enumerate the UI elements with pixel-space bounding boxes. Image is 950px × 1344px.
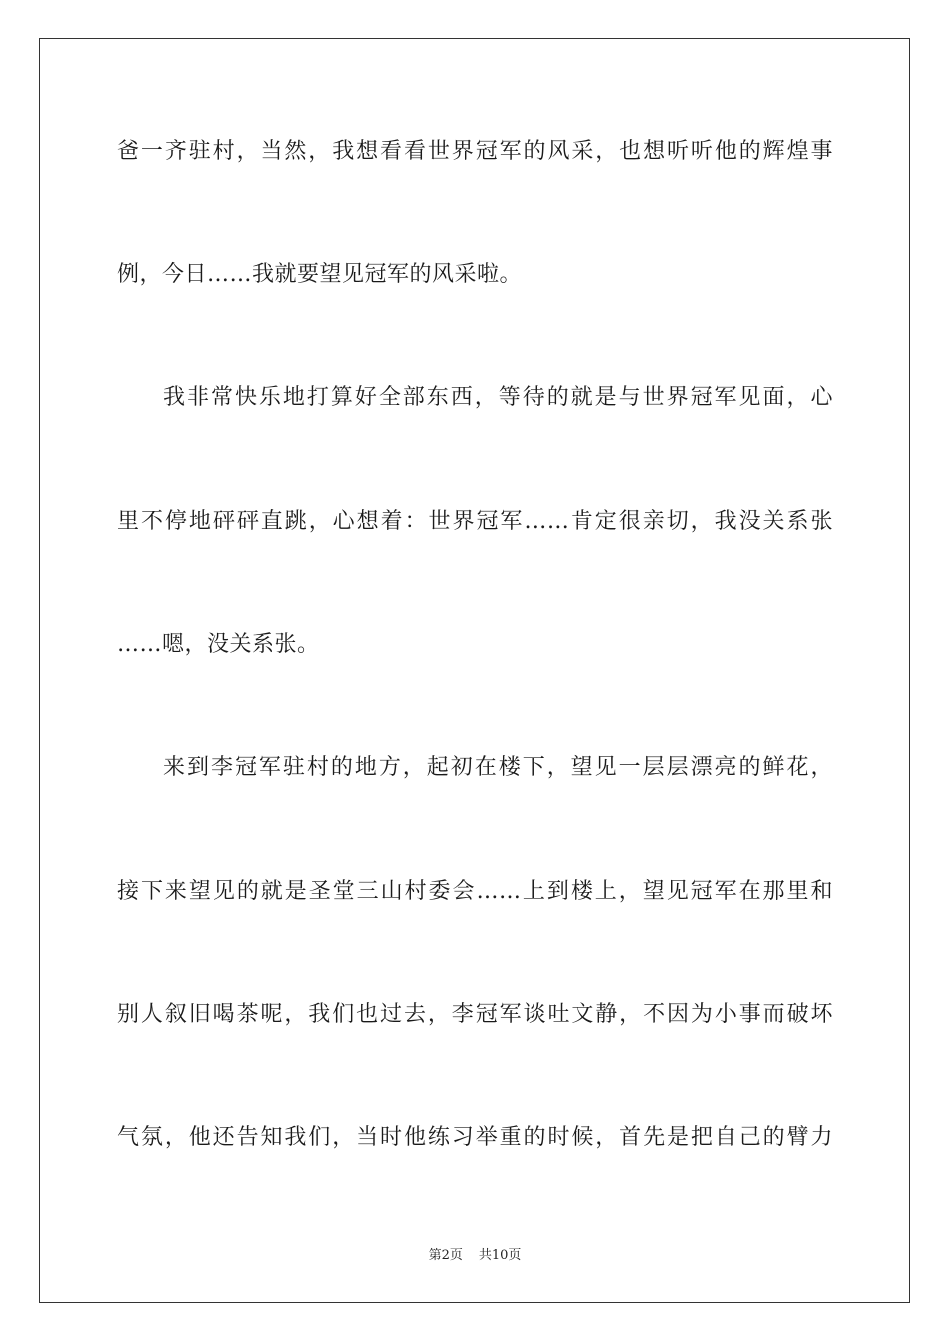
- text-line-1: 爸一齐驻村，当然，我想看看世界冠军的风采，也想听听他的辉煌事: [117, 139, 833, 164]
- page-total: 共10页: [478, 1248, 522, 1263]
- text-line-7: 接下来望见的就是圣堂三山村委会……上到楼上，望见冠军在那里和: [117, 879, 833, 904]
- text-line-2: 例，今日……我就要望见冠军的风采啦。: [117, 262, 523, 287]
- text-line-9: 气氛，他还告知我们，当时他练习举重的时候，首先是把自己的臂力: [117, 1125, 833, 1150]
- text-line-6: 来到李冠军驻村的地方，起初在楼下，望见一层层漂亮的鲜花，: [163, 755, 833, 780]
- page-footer: [0, 1247, 950, 1265]
- text-line-3: 我非常快乐地打算好全部东西，等待的就是与世界冠军见面，心: [163, 385, 833, 410]
- text-line-4: 里不停地砰砰直跳，心想着：世界冠军……肯定很亲切，我没关系张: [117, 509, 833, 534]
- page-number: 第2页: [428, 1248, 463, 1263]
- text-line-8: 别人叙旧喝茶呢，我们也过去，李冠军谈吐文静，不因为小事而破坏: [117, 1002, 833, 1027]
- text-line-5: ……嗯，没关系张。: [117, 632, 320, 657]
- page-border: [39, 38, 910, 1303]
